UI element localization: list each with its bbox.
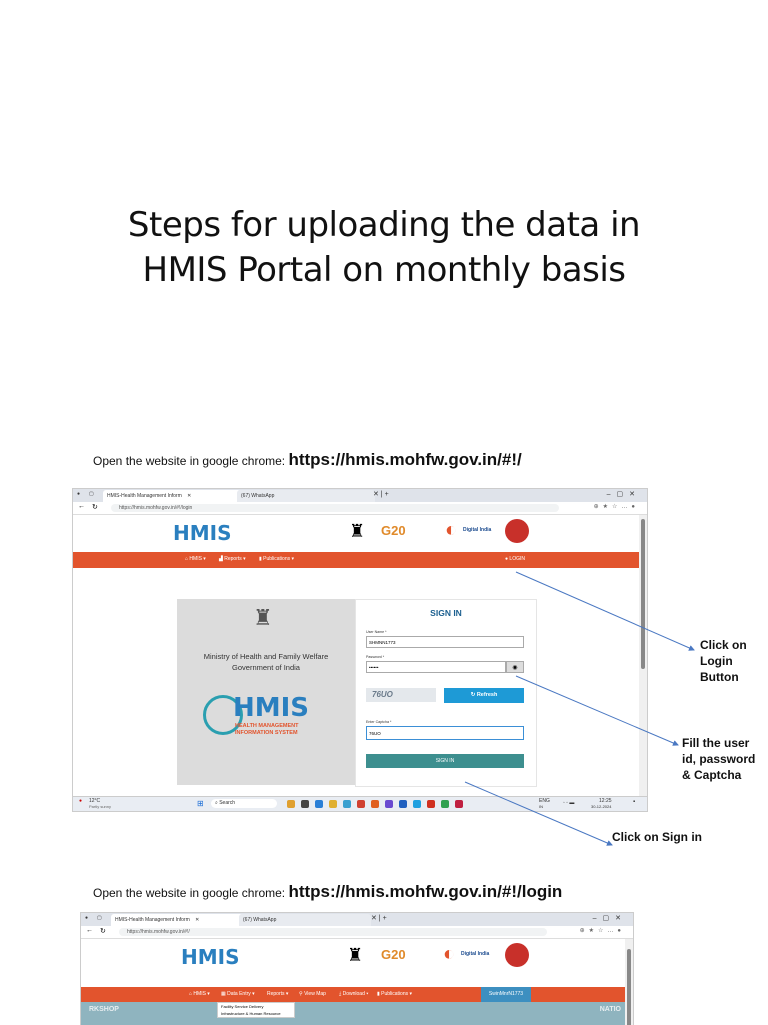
profile-icon-2: ●: [85, 915, 89, 921]
weather-desc: Partly sunny: [89, 804, 112, 809]
nav2-download[interactable]: ⤓ Download ▾: [339, 991, 369, 997]
weather-icon: ●: [79, 798, 83, 804]
close-tab-icon[interactable]: ✕: [187, 493, 192, 499]
nav2-view-map[interactable]: [299, 991, 326, 997]
notification-icon[interactable]: ▪: [633, 799, 636, 805]
back-icon-2[interactable]: ←: [86, 927, 93, 934]
banner-text-right: NATIO: [599, 1006, 621, 1013]
nav-publications-label: Publications: [263, 556, 291, 562]
digital-india-logo: Digital India: [463, 527, 492, 533]
annotation-fill-line-1: Fill the user: [682, 736, 750, 750]
captcha-input[interactable]: 76UO: [366, 726, 524, 740]
page-scrollbar-2[interactable]: [627, 949, 631, 1025]
wifi-volume-icon[interactable]: ◦ ◦ ▬: [563, 800, 575, 806]
new-tab-icon[interactable]: ✕ | +: [373, 491, 389, 498]
tray-lang[interactable]: ENG: [539, 798, 550, 804]
show-password-eye-icon[interactable]: ◉: [506, 661, 524, 673]
title-line-1: Steps for uploading the data in: [127, 205, 641, 245]
ministry-emblem-icon: ♜: [253, 605, 273, 630]
user-icon: ●: [505, 556, 509, 562]
nav2-publications-label: Publications: [381, 991, 409, 997]
nav-hmis-label: HMIS: [189, 556, 202, 562]
tab2-hmis-label: HMIS-Health Management Inform: [115, 917, 190, 923]
g20-logo: G20: [381, 523, 406, 538]
annotation-login-line-3: Button: [700, 670, 739, 684]
login-label: LOGIN: [509, 556, 525, 562]
browser-actions-icon-2[interactable]: ⊕★☆…●: [579, 928, 625, 934]
nav2-hmis[interactable]: ⌂ HMIS ▾: [189, 991, 210, 997]
arrow-to-fields: [516, 676, 678, 745]
portal-nav-bar-2: [81, 987, 625, 1002]
captcha-label: Enter Captcha *: [366, 720, 392, 724]
nav-publications[interactable]: ▮ Publications ▾: [259, 556, 295, 562]
password-label: Password *: [366, 655, 385, 659]
digital-india-icon-2: ◐: [443, 943, 456, 965]
step2-caption: [93, 882, 562, 902]
annotation-fill-line-2: id, password: [682, 752, 756, 766]
step1-caption-prefix: Open the website in google chrome:: [93, 454, 289, 468]
arrow-to-signin: [465, 782, 612, 845]
new-tab-icon-2[interactable]: ✕ | +: [371, 915, 387, 922]
signin-title: SIGN IN: [430, 608, 462, 618]
nav2-user-menu[interactable]: SwinMnrN1773: [481, 987, 531, 1002]
tab-whatsapp-label: (67) WhatsApp: [241, 493, 275, 499]
panel-hmis-text: HMIS: [233, 693, 310, 723]
nhm-logo-icon-2: [505, 943, 529, 967]
nav2-data-entry[interactable]: ▦ Data Entry ▾: [221, 991, 255, 997]
nav-reports-label: Reports: [224, 556, 242, 562]
data-entry-dropdown: [217, 1002, 295, 1018]
digital-india-icon: ◐: [445, 519, 458, 541]
password-input[interactable]: ••••••: [366, 661, 506, 673]
step2-caption-prefix: Open the website in google chrome:: [93, 886, 289, 900]
signin-button[interactable]: SIGN IN: [366, 754, 524, 768]
tabs-icon: ▢: [89, 491, 94, 497]
back-icon[interactable]: ←: [78, 503, 85, 510]
username-input[interactable]: SHMNN1773: [366, 636, 524, 648]
emblem-icon: ♜: [349, 521, 366, 541]
nav-reports[interactable]: ▟ Reports ▾: [219, 556, 246, 562]
nav2-publications[interactable]: ▮ Publications ▾: [377, 991, 413, 997]
tray-date: 30-12-2024: [591, 804, 612, 809]
banner-image: [81, 1002, 625, 1025]
dropdown-item-infrastructure[interactable]: Infrastructure & Human Resource: [221, 1011, 281, 1016]
refresh-icon: ↻: [470, 692, 476, 698]
title-line-2: HMIS Portal on monthly basis: [142, 250, 626, 290]
profile-icon: ●: [77, 491, 81, 497]
hmis-logo-text-2: HMIS: [181, 945, 240, 969]
dropdown-item-facility[interactable]: Facility Service Delivery: [221, 1004, 264, 1009]
nav2-hmis-label: HMIS: [193, 991, 206, 997]
annotation-click-signin: Click on Sign in: [612, 830, 703, 844]
tabs-icon-2: ▢: [97, 915, 102, 921]
nav2-reports[interactable]: Reports ▾: [267, 991, 289, 997]
screenshot-home-page: [80, 912, 634, 1025]
hmis-logo-2: [181, 945, 240, 969]
browser2-tab-whatsapp[interactable]: [239, 914, 371, 926]
ministry-line-2: Government of India: [232, 663, 300, 672]
nav2-data-entry-label: Data Entry: [227, 991, 251, 997]
annotation-login-line-1: Click on: [700, 638, 747, 652]
nav-hmis[interactable]: ⌂ HMIS ▾: [185, 556, 206, 562]
map-pin-icon: ⚲: [299, 991, 303, 997]
browser2-tab-bar: [81, 913, 633, 926]
g20-logo-2: G20: [381, 947, 406, 962]
emblem-icon-2: ♜: [347, 945, 364, 965]
annotation-fill-line-3: & Captcha: [682, 768, 742, 782]
browser-actions-icon[interactable]: ⊕★☆…●: [593, 504, 639, 510]
panel-hmis-sub1: HEALTH MANAGEMENT: [235, 723, 299, 729]
step2-caption-url: https://hmis.mohfw.gov.in/#!/login: [288, 882, 563, 901]
page-viewport-2: [81, 939, 625, 1025]
step1-caption-url: https://hmis.mohfw.gov.in/#!/: [288, 450, 522, 469]
windows-start-icon[interactable]: ⊞: [197, 799, 204, 808]
refresh-label: Refresh: [476, 692, 498, 698]
nav2-download-label: Download: [342, 991, 365, 997]
home-icon: ⌂: [185, 556, 189, 562]
annotation-login-line-2: Login: [700, 654, 733, 668]
nav2-reports-label: Reports: [267, 991, 285, 997]
banner-text-left: RKSHOP: [89, 1006, 119, 1013]
url-field-2[interactable]: https://hmis.mohfw.gov.in/#!/: [119, 928, 547, 936]
tab-hmis-label: HMIS-Health Management Inform: [107, 493, 182, 499]
tray-region: IN: [539, 804, 543, 809]
captcha-image: 76UO: [366, 688, 436, 702]
reload-icon[interactable]: ↻: [92, 504, 98, 511]
arrow-to-login: [516, 572, 694, 650]
tray-time: 12:25: [599, 798, 612, 804]
address-bar-2: [81, 926, 633, 939]
window-controls[interactable]: –▢✕: [606, 491, 641, 498]
hmis-logo-text: HMIS: [173, 521, 232, 545]
nav2-view-map-label: View Map: [304, 991, 326, 997]
weather-temp: 12°C: [89, 798, 101, 804]
ministry-line-1: Ministry of Health and Family Welfare: [203, 652, 329, 661]
panel-hmis-sub2: INFORMATION SYSTEM: [235, 730, 298, 736]
window-controls-2[interactable]: –▢✕: [592, 915, 627, 922]
tab2-whatsapp-label: (67) WhatsApp: [243, 917, 277, 923]
url-field[interactable]: https://hmis.mohfw.gov.in/#!/login: [111, 504, 559, 512]
digital-india-logo-2: Digital India: [461, 951, 490, 957]
browser2-tab-hmis[interactable]: [111, 914, 243, 926]
user-label: User Name *: [366, 630, 387, 634]
close-tab-icon-2[interactable]: ✕: [195, 917, 200, 923]
reload-icon-2[interactable]: ↻: [100, 928, 106, 935]
search-icon: ⌕: [215, 800, 218, 806]
taskbar-search-label: Search: [219, 800, 236, 806]
